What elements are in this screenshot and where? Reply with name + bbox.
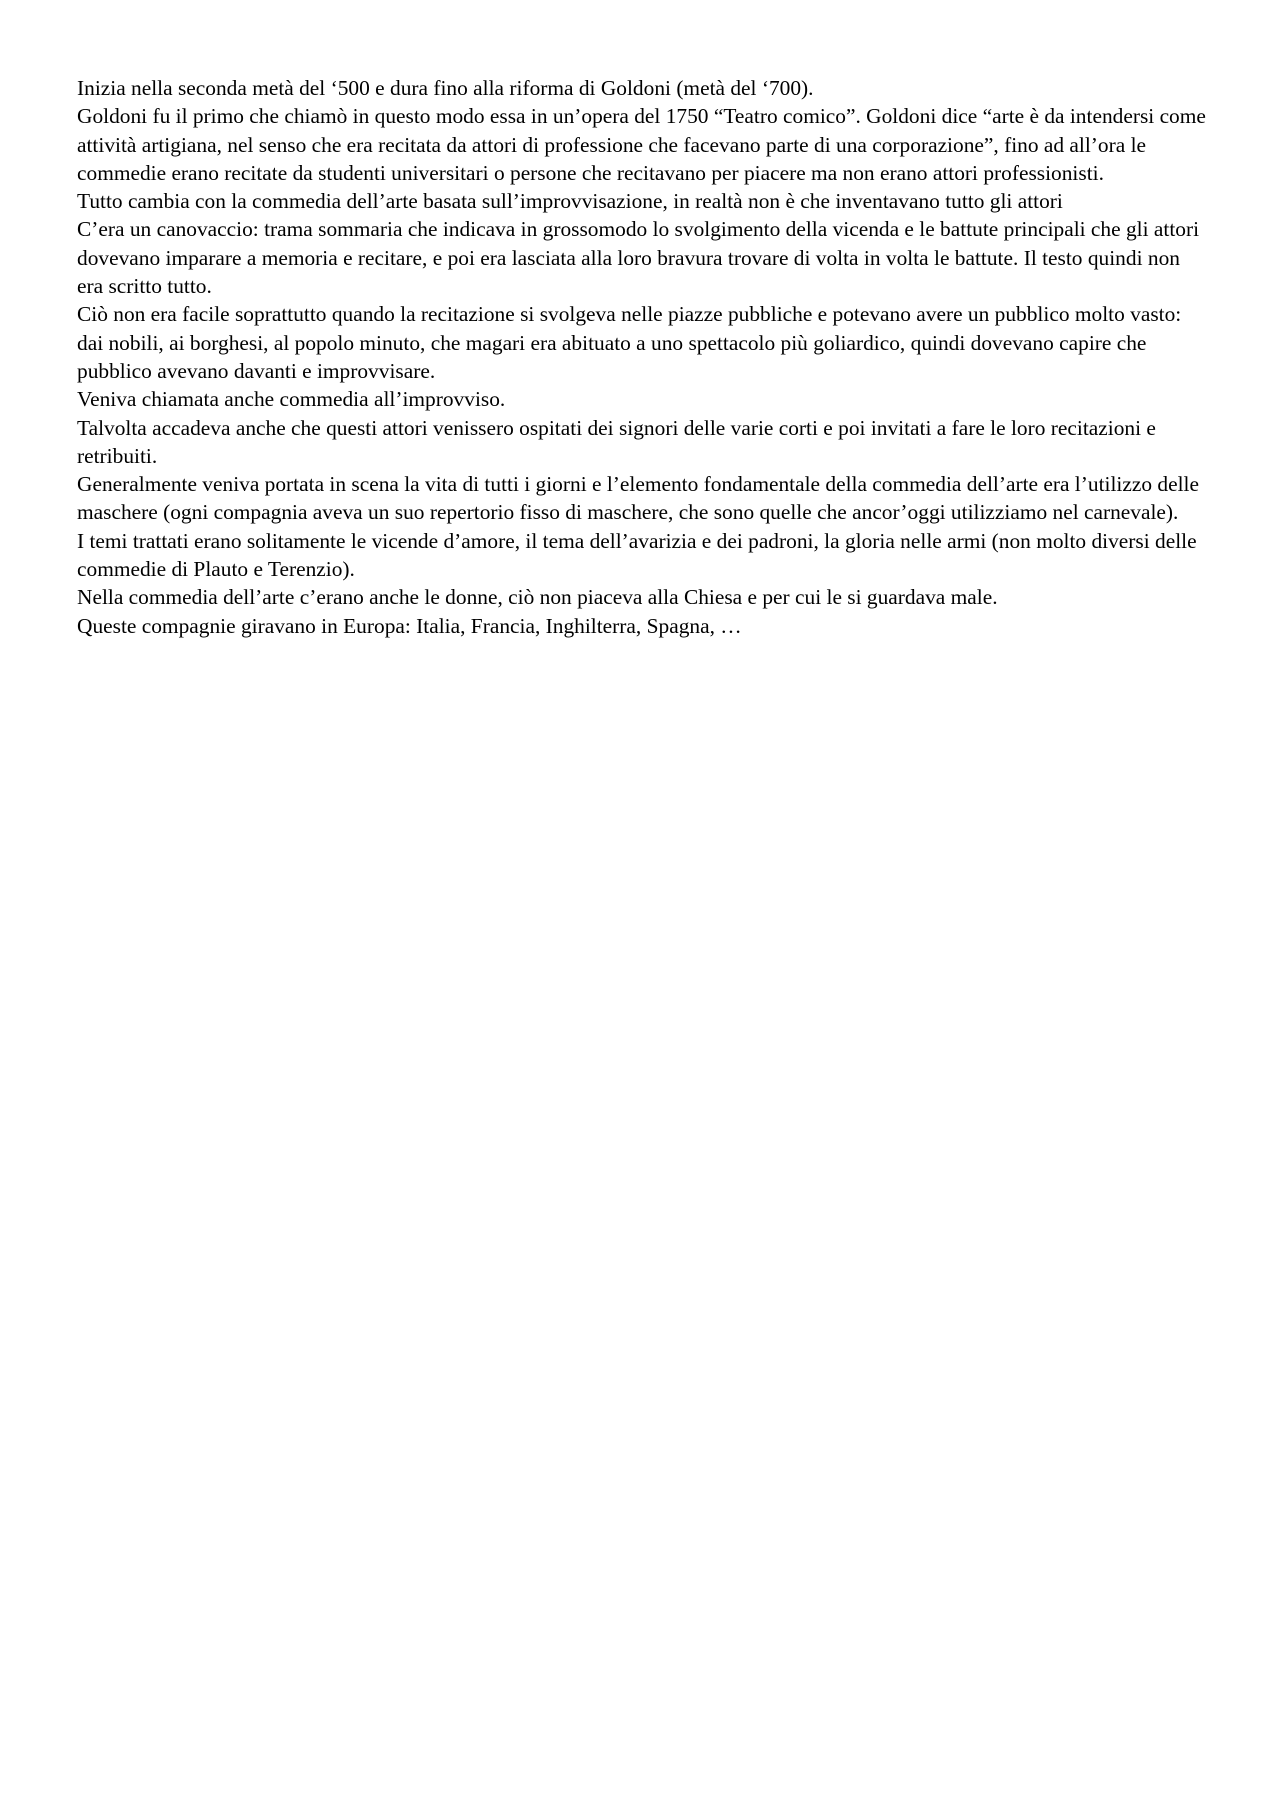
paragraph-women: Nella commedia dell’arte c’erano anche le donne, ciò non piaceva alla Chiesa e per cui le si guardava male. xyxy=(77,585,998,610)
paragraph-renaissance-start: Inizia nella seconda metà del ‘500 e dura fino alla riforma di Goldoni (metà del ‘700). xyxy=(77,76,814,100)
paragraph-all-improvviso: Veniva chiamata anche commedia all’improvviso. xyxy=(77,387,506,412)
paragraph-europe: Queste compagnie giravano in Europa: Italia, Francia, Inghilterra, Spagna, … xyxy=(77,613,742,638)
paragraph-public-squares: Ciò non era facile soprattutto quando la recitazione si svolgeva nelle piazze pubbliche e potevano avere un pubblico molto vasto: dai nobili, ai borghesi, al popolo minuto, che magari era abituato a uno spettacolo più goliardico, quindi dovevano capire che pubblico avevano davanti e improvvisare. xyxy=(77,302,1182,383)
paragraph-themes: I temi trattati erano solitamente le vicende d’amore, il tema dell’avarizia e dei padroni, la gloria nelle armi (non molto diversi delle commedie di Plauto e Terenzio). xyxy=(77,528,1197,582)
paragraph-courts: Talvolta accadeva anche che questi attori venissero ospitati dei signori delle varie corti e poi invitati a fare le loro recitazioni e retribuiti. xyxy=(77,415,1156,468)
paragraph-masks: Generalmente veniva portata in scena la vita di tutti i giorni e l’elemento fondamentale della commedia dell’arte era l’utilizzo delle maschere (ogni compagnia aveva un suo repertorio fisso di maschere, che sono quelle che ancor’oggi utilizziamo nel carnevale). xyxy=(77,472,1199,525)
paragraph-canovaccio: C’era un canovaccio: trama sommaria che indicava in grossomodo lo svolgimento della vicenda e le battute principali che gli attori dovevano imparare a memoria e recitare, e poi era lasciata alla loro bravura trovare di volta in volta le battute. Il testo quindi non era scritto tutto. xyxy=(77,217,1200,299)
paragraph-improvisation: Tutto cambia con la commedia dell’arte basata sull’improvvisazione, in realtà non è che inventavano tutto gli attori xyxy=(77,189,1063,214)
paragraph-goldoni-definition: Goldoni fu il primo che chiamò in questo modo essa in un’opera del 1750 “Teatro comico”. Goldoni dice “arte è da intendersi come attività artigiana, nel senso che era recitata da attori di professione che facevano parte di una corporazione”, fino ad all’ora le commedie erano recitate da studenti universitari o persone che recitavano per piacere ma non erano attori professionisti. xyxy=(77,104,1206,185)
document-body xyxy=(77,74,1207,640)
